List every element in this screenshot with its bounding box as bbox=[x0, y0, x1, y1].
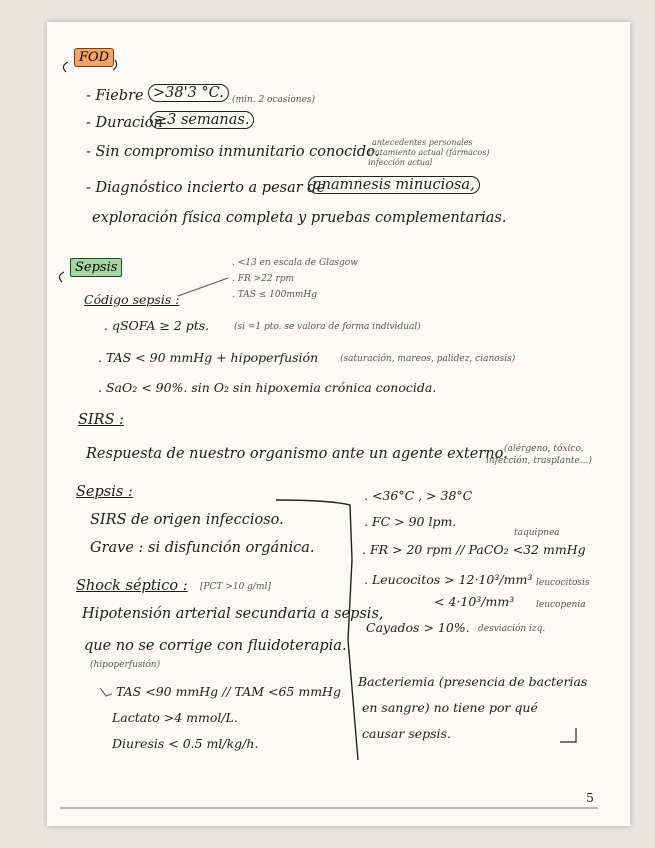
inmuno-note-3: infección actual bbox=[368, 158, 433, 167]
criteria-cayados: Cayados > 10%. bbox=[366, 620, 470, 635]
page-number: 5 bbox=[586, 790, 594, 805]
shock-item-tas: TAS <90 mmHg // TAM <65 mmHg bbox=[116, 684, 341, 699]
sepsis-tag: Sepsis bbox=[70, 258, 122, 277]
criteria-fc: . FC > 90 lpm. bbox=[364, 514, 457, 529]
fiebre-note: (min. 2 ocasiones) bbox=[232, 95, 316, 105]
criteria-leucopenia: leucopenia bbox=[536, 600, 586, 610]
sepsis-def-line: SIRS de origen infeccioso. bbox=[90, 512, 284, 528]
side-note-fr: . FR >22 rpm bbox=[232, 274, 295, 284]
sirs-definition: Respuesta de nuestro organismo ante un agente externo. bbox=[86, 446, 508, 462]
diag-line-1: - Diagnóstico incierto a pesar de bbox=[86, 180, 326, 196]
sat-line: . SaO₂ < 90%. sin O₂ sin hipoxemia crónica conocida. bbox=[98, 380, 437, 395]
side-note-tas: . TAS ≤ 100mmHg bbox=[232, 290, 318, 300]
sofa-note: (si =1 pto. se valora de forma individual) bbox=[234, 322, 421, 332]
bacteriemia-line-2: en sangre) no tiene por qué bbox=[362, 700, 538, 715]
bacteriemia-line-1: Bacteriemia (presencia de bacterias bbox=[358, 674, 588, 689]
sepsis-grave: Grave : si disfunción orgánica. bbox=[90, 540, 315, 556]
criteria-leucocitosis: leucocitosis bbox=[536, 578, 590, 588]
shock-line-1: Hipotensión arterial secundaria a sepsis, bbox=[82, 606, 384, 622]
sofa-line: . qSOFA ≥ 2 pts. bbox=[104, 318, 210, 333]
shock-line-2: que no se corrige con fluidoterapia. bbox=[84, 638, 347, 654]
duracion-label: - Duración bbox=[86, 115, 163, 131]
diag-line-2: exploración física completa y pruebas complementarias. bbox=[92, 210, 507, 226]
shock-item-diuresis: Diuresis < 0.5 ml/kg/h. bbox=[112, 736, 259, 751]
shock-hipoperfusion: (hipoperfusión) bbox=[90, 660, 161, 670]
sirs-note-1: (alérgeno, tóxico, bbox=[504, 444, 584, 454]
criteria-temp: . <36°C , > 38°C bbox=[364, 488, 473, 503]
duracion-value: ≥3 semanas. bbox=[150, 111, 254, 129]
criteria-leucocitos: . Leucocitos > 12·10³/mm³ bbox=[364, 572, 533, 587]
inmuno-note-2: tratamiento actual (fármacos) bbox=[368, 148, 490, 157]
tas-note: (saturación, mareos, palidez, cianosis) bbox=[340, 354, 516, 364]
sirs-title: SIRS : bbox=[78, 412, 125, 428]
diag-highlight: anamnesis minuciosa, bbox=[308, 176, 480, 194]
side-note-glasgow: . <13 en escala de Glasgow bbox=[232, 258, 358, 268]
fiebre-value: >38'3 °C. bbox=[148, 84, 229, 102]
criteria-leuco-low: < 4·10³/mm³ bbox=[434, 594, 515, 609]
criteria-desviacion: desviación izq. bbox=[478, 624, 546, 634]
codigo-sepsis-label: Código sepsis : bbox=[84, 292, 180, 307]
inmuno-note-1: antecedentes personales bbox=[372, 138, 473, 147]
sepsis-def-title: Sepsis : bbox=[76, 484, 133, 500]
inmuno-line: - Sin compromiso inmunitario conocido. bbox=[86, 144, 380, 160]
tas-line: . TAS < 90 mmHg + hipoperfusión bbox=[98, 350, 319, 365]
fiebre-label: - Fiebre bbox=[86, 88, 144, 104]
criteria-fr: . FR > 20 rpm // PaCO₂ <32 mmHg bbox=[362, 542, 586, 557]
shock-title: Shock séptico : bbox=[76, 578, 188, 594]
fod-tag: FOD bbox=[74, 48, 114, 67]
criteria-taquipnea: taquipnea bbox=[514, 528, 560, 538]
shock-note: [PCT >10 g/ml] bbox=[200, 582, 271, 592]
sirs-note-2: infección, trasplante...) bbox=[486, 456, 592, 466]
bacteriemia-line-3: causar sepsis. bbox=[362, 726, 451, 741]
shock-item-lactato: Lactato >4 mmol/L. bbox=[112, 710, 238, 725]
